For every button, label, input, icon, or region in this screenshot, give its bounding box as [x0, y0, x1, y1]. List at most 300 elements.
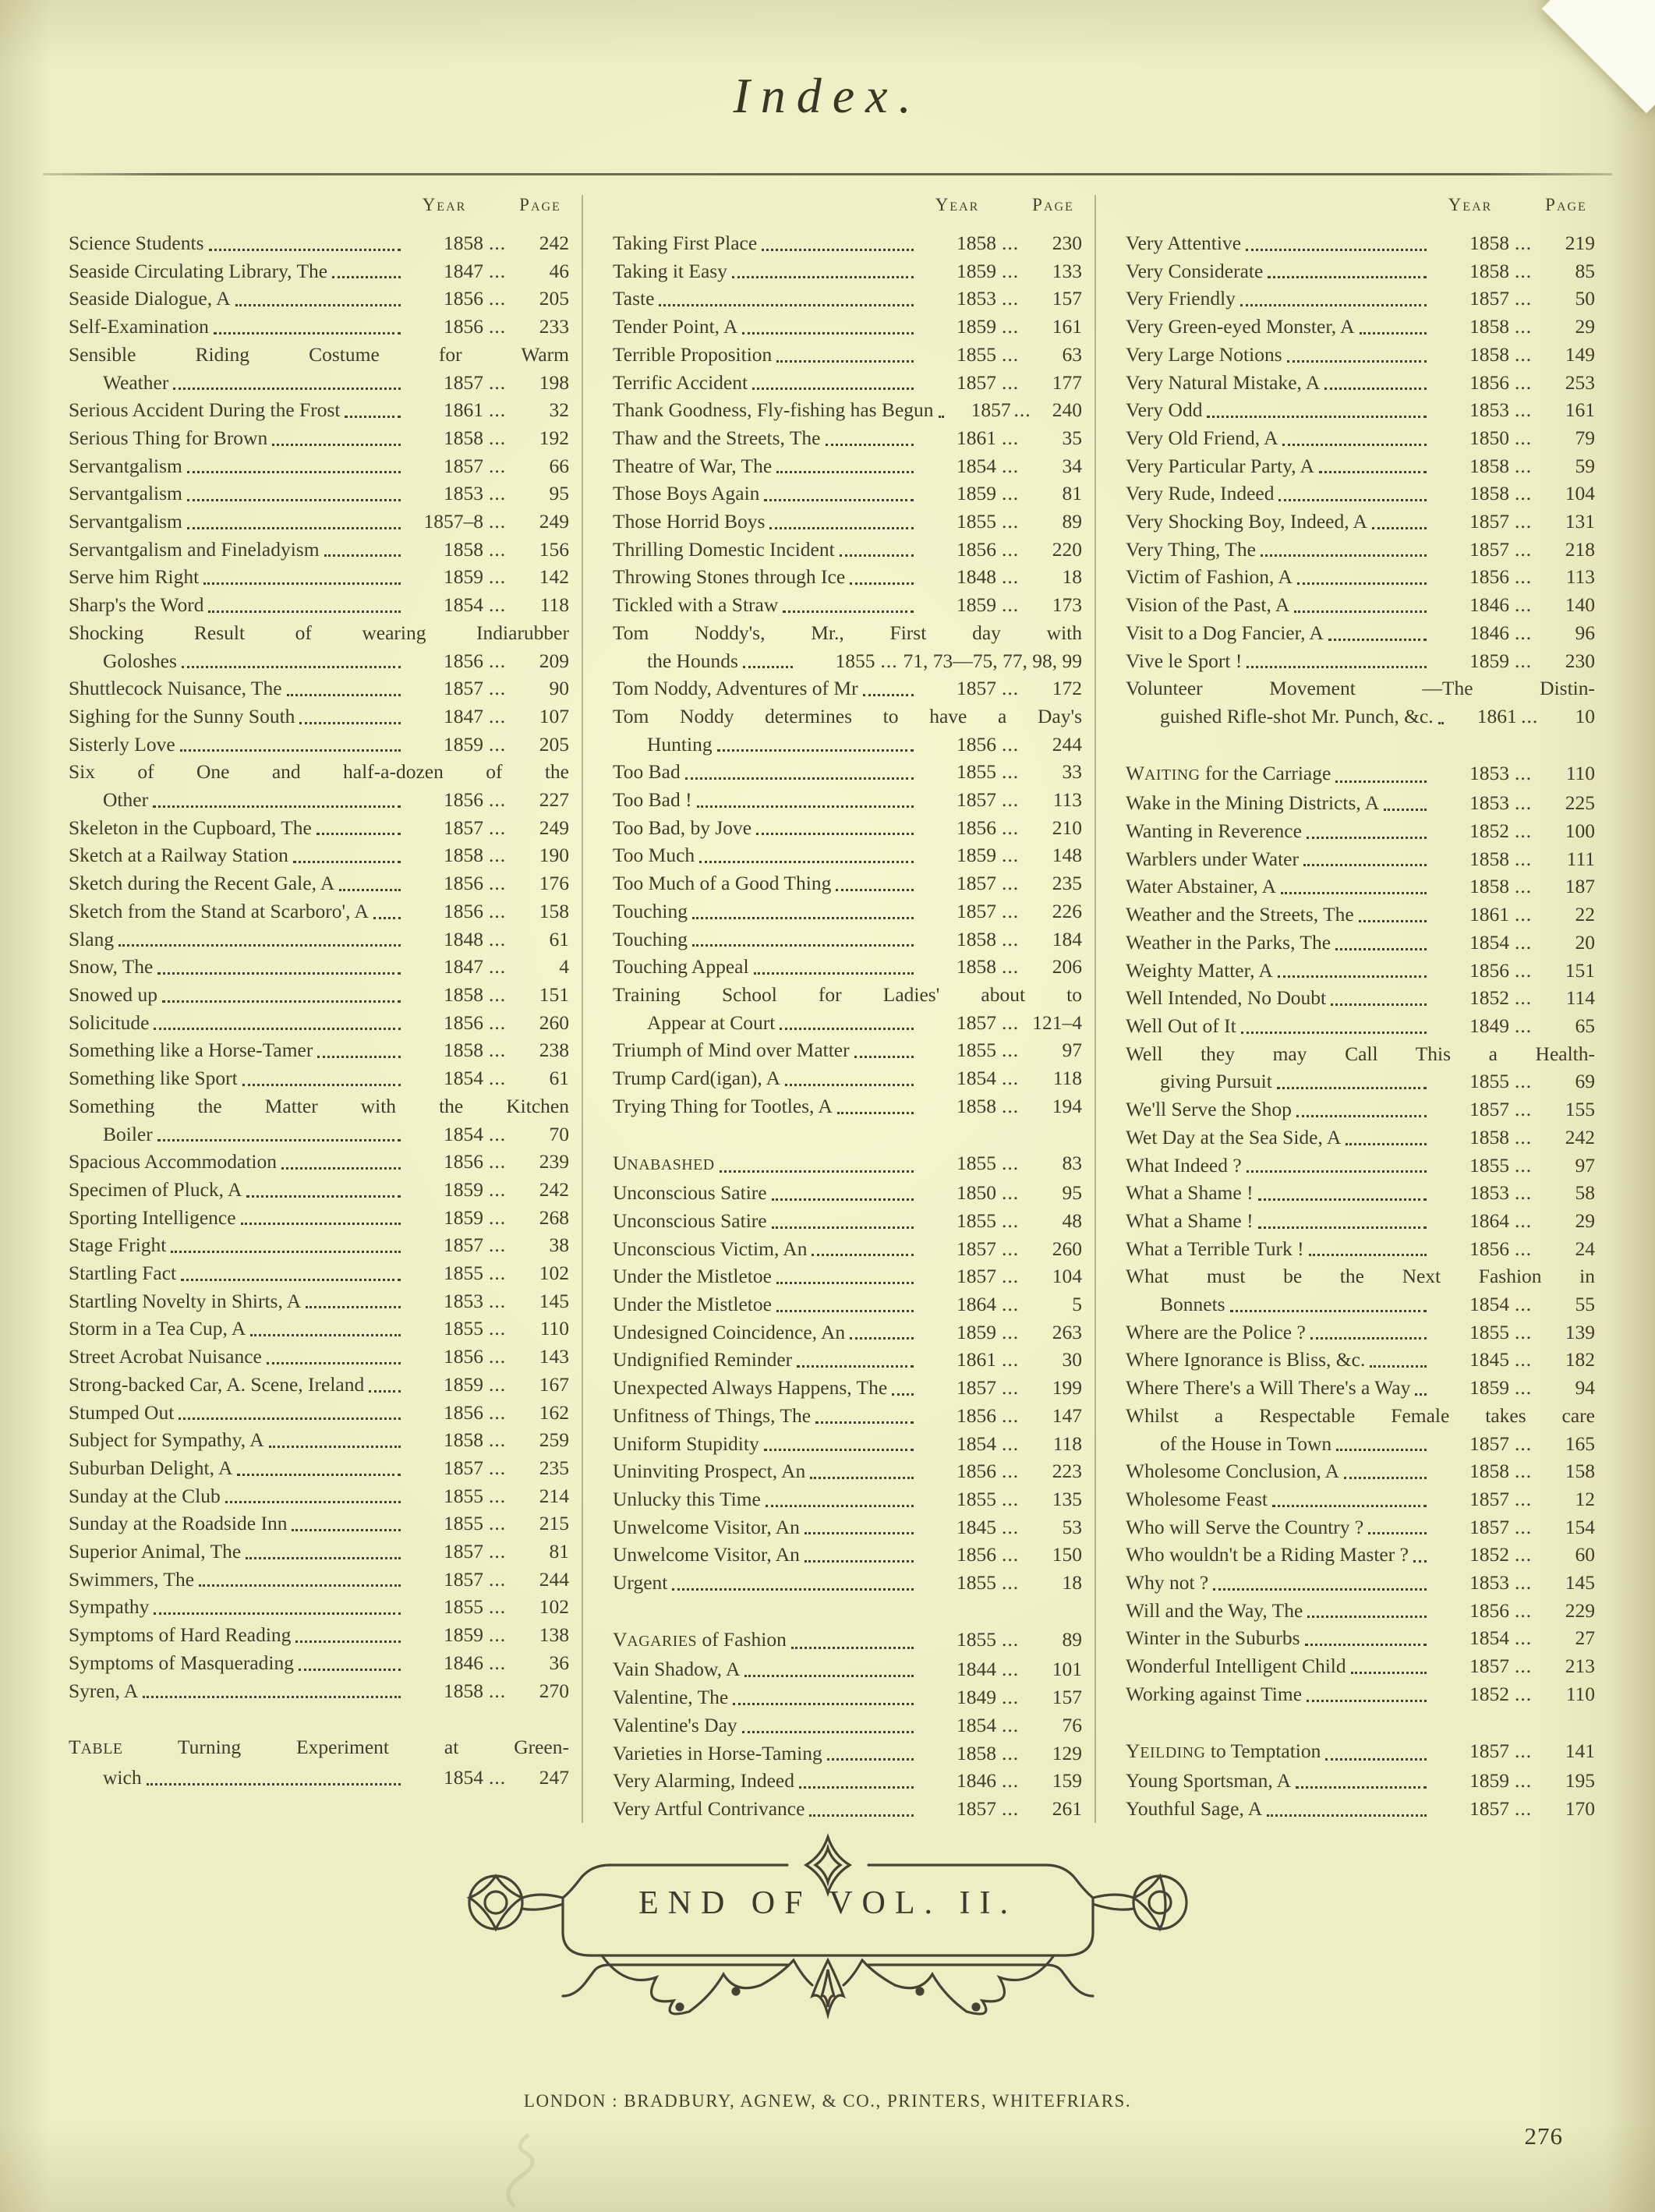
entry-page: 230: [1052, 232, 1082, 254]
index-column-2: [582, 195, 1094, 1823]
entry-year: 1858: [1469, 875, 1509, 898]
year-page-separator: ...: [1514, 930, 1533, 954]
year-page-separator: ...: [1001, 1067, 1020, 1090]
entry-row: [69, 1566, 569, 1594]
entry-title: Visit to a Dog Fancier, A: [1126, 621, 1324, 644]
entry-year: 1847: [444, 955, 483, 979]
year-page-separator: ...: [1001, 1209, 1020, 1232]
entry-year: 1856: [444, 1010, 483, 1034]
entry-year: 1850: [957, 1181, 996, 1205]
entry-page: 206: [1052, 955, 1082, 979]
entry-page: 58: [1575, 1181, 1595, 1205]
entry-page: 135: [1052, 1487, 1082, 1510]
dot-leader: [1296, 1115, 1427, 1117]
entry-page: 149: [1565, 342, 1595, 366]
dot-leader: [299, 1669, 401, 1671]
index-entry: [69, 285, 569, 313]
entry-title: Vain Shadow, A: [613, 1658, 741, 1681]
index-entry: [69, 1315, 569, 1343]
index-entry: [1126, 1095, 1595, 1124]
entry-row: [613, 1402, 1082, 1430]
index-entry: [1126, 1040, 1595, 1095]
entry-page: 187: [1565, 875, 1595, 898]
year-page-separator: ...: [1514, 761, 1533, 784]
entry-page: 147: [1052, 1403, 1082, 1427]
dot-leader: [118, 944, 401, 947]
entry-row: [613, 814, 1082, 842]
dot-leader: [1258, 1198, 1427, 1201]
entry-title: Spacious Accommodation: [69, 1150, 278, 1173]
entry-title: What Indeed ?: [1126, 1153, 1242, 1177]
entry-row: [1126, 424, 1595, 452]
index-entry: [613, 1149, 1082, 1180]
index-entry: [69, 1231, 569, 1259]
entry-title: Very Old Friend, A: [1126, 426, 1278, 449]
entry-title-line: [613, 981, 1082, 1009]
year-page-separator: ...: [1514, 1432, 1533, 1455]
dot-leader: [1372, 527, 1427, 529]
index-entry: [69, 1509, 569, 1538]
entry-page: 97: [1575, 1153, 1595, 1177]
entry-year: 1857: [957, 1010, 996, 1034]
entry-page: 33: [1062, 760, 1082, 784]
index-entry: [613, 786, 1082, 814]
year-page-separator: ...: [1514, 259, 1533, 282]
index-entry: [1126, 759, 1595, 790]
entry-year: 1856: [444, 649, 483, 672]
index-entry: [1126, 1457, 1595, 1485]
entry-page: 111: [1566, 847, 1595, 870]
entry-title: Winter in the Suburbs: [1126, 1626, 1300, 1650]
entry-year: 1854: [1469, 930, 1509, 954]
year-page-separator: ...: [1514, 1014, 1533, 1037]
entry-title-line: [613, 619, 1082, 647]
entry-title: Sporting Intelligence: [69, 1205, 236, 1229]
year-page-separator: ...: [1001, 1460, 1020, 1483]
index-entry: [1126, 1541, 1595, 1569]
entry-title: Street Acrobat Nuisance: [69, 1345, 262, 1368]
year-page-separator: ...: [488, 1039, 507, 1062]
entry-title: Well Intended, No Doubt: [1126, 986, 1327, 1010]
end-of-volume-text: END OF VOL. II.: [638, 1885, 1017, 1921]
entry-title: What a Shame !: [1126, 1181, 1254, 1205]
entry-row: [1126, 396, 1595, 424]
entry-title: Unfitness of Things, The: [613, 1403, 812, 1427]
entry-year: 1857: [444, 370, 483, 394]
index-entry: [613, 1541, 1082, 1569]
dot-leader: [776, 1282, 914, 1284]
entry-page: 102: [539, 1262, 569, 1285]
column-header: [1126, 195, 1595, 229]
entry-row: [1126, 1597, 1595, 1625]
index-column-3: [1094, 195, 1607, 1823]
entry-page: 71, 73—75, 77, 98, 99: [903, 649, 1082, 672]
entry-year: 1857: [957, 1265, 996, 1288]
year-page-separator: ...: [1514, 903, 1533, 926]
dot-leader: [154, 1612, 401, 1615]
entry-row: [613, 1767, 1082, 1795]
entry-year: 1854: [1469, 1626, 1509, 1650]
index-entry: [613, 285, 1082, 313]
entry-row: [613, 1740, 1082, 1768]
entry-row: [613, 536, 1082, 564]
index-entry: [1126, 1513, 1595, 1541]
dot-leader: [685, 777, 914, 780]
dot-leader: [1277, 1087, 1427, 1089]
entry-row: [613, 1036, 1082, 1064]
entry-page: 133: [1052, 259, 1082, 282]
dot-leader: [1281, 892, 1427, 894]
index-entry: [1126, 647, 1595, 675]
entry-row: [69, 1649, 569, 1677]
entry-title-line: [69, 1733, 569, 1764]
index-entry: [69, 1649, 569, 1677]
entry-row: [613, 1346, 1082, 1374]
entry-row: [69, 563, 569, 591]
entry-year: 1858: [444, 982, 483, 1006]
year-page-separator: ...: [488, 426, 507, 449]
dot-leader: [754, 972, 914, 975]
entry-row: [69, 396, 569, 424]
entry-row: [613, 1262, 1082, 1290]
entry-title: Serious Thing for Brown: [69, 426, 268, 449]
dot-leader: [1359, 920, 1427, 922]
entry-title: Too Bad: [613, 760, 681, 784]
index-entry: [69, 758, 569, 813]
entry-page: 34: [1062, 454, 1082, 477]
entry-page: 29: [1575, 1209, 1595, 1232]
dot-leader: [732, 276, 914, 278]
index-entry: [69, 480, 569, 508]
index-entry: [613, 897, 1082, 926]
entry-year: 1859: [444, 1372, 483, 1396]
dot-leader: [850, 582, 914, 585]
year-page-separator: ...: [1514, 1769, 1533, 1793]
entry-page: 114: [1565, 986, 1595, 1010]
index-entry: [1126, 424, 1595, 452]
entry-title: Snow, The: [69, 955, 154, 979]
entry-page: 198: [539, 370, 569, 394]
dot-leader: [805, 1560, 914, 1563]
year-page-separator: ...: [1514, 1796, 1533, 1820]
year-page-separator: ...: [488, 788, 507, 812]
dot-leader: [1267, 1814, 1427, 1817]
entry-title: Undignified Reminder: [613, 1348, 793, 1371]
year-page-separator: ...: [1001, 1039, 1020, 1062]
entry-page: 235: [1052, 872, 1082, 895]
dot-leader: [1296, 1786, 1427, 1789]
entry-page: 48: [1062, 1209, 1082, 1232]
entry-row: [613, 647, 1082, 675]
year-page-separator: ...: [488, 1233, 507, 1257]
entry-title: Science Students: [69, 232, 204, 254]
entry-row: [1126, 1457, 1595, 1485]
year-page-separator: ...: [488, 1262, 507, 1285]
year-page-separator: ...: [488, 1372, 507, 1396]
entry-title: Weighty Matter, A: [1126, 958, 1273, 982]
index-entry: [613, 1457, 1082, 1485]
entry-row: [1126, 1569, 1595, 1597]
entry-year: 1857: [1469, 1098, 1509, 1121]
entry-title-line: [1126, 1402, 1595, 1430]
year-page-separator: ...: [1001, 593, 1020, 617]
dot-leader: [826, 444, 914, 446]
dot-leader: [209, 249, 401, 251]
entry-page: 158: [539, 899, 569, 922]
year-page-separator: ...: [1001, 1320, 1020, 1343]
dot-leader: [242, 1084, 401, 1086]
entry-title-continuation: the Hounds: [647, 649, 738, 672]
entry-title-continuation: Weather: [103, 370, 169, 394]
entry-row: [1126, 536, 1595, 564]
entry-page: 50: [1575, 287, 1595, 310]
dot-leader: [306, 1306, 401, 1308]
dot-leader: [799, 1786, 914, 1789]
entry-page: 155: [1565, 1098, 1595, 1121]
entry-title: Shocking Result of wearing Indiarubber: [69, 621, 569, 644]
dot-leader: [324, 554, 401, 557]
entry-page: 63: [1062, 342, 1082, 366]
index-entry: [1126, 396, 1595, 424]
entry-year: 1857–8: [423, 510, 483, 533]
entry-title: Who will Serve the Country ?: [1126, 1515, 1364, 1538]
entry-row: [613, 1092, 1082, 1120]
entry-row: [613, 257, 1082, 285]
year-page-separator: ...: [1001, 1181, 1020, 1205]
year-page-separator: ...: [488, 482, 507, 505]
entry-title: YEILDING to Temptation: [1126, 1739, 1321, 1762]
dot-leader: [1415, 1393, 1427, 1396]
dot-leader: [764, 499, 914, 501]
year-page-separator: ...: [1001, 315, 1020, 338]
entry-year: 1857: [957, 899, 996, 922]
entry-row: [1126, 1767, 1595, 1795]
index-entry: [613, 229, 1082, 257]
year-page-separator: ...: [488, 1010, 507, 1034]
entry-page: 220: [1052, 537, 1082, 561]
entry-year: 1864: [1469, 1209, 1509, 1232]
entry-page: 159: [1052, 1769, 1082, 1793]
year-page-separator: ...: [1514, 1237, 1533, 1260]
entry-title: Victim of Fashion, A: [1126, 565, 1293, 589]
dot-leader: [281, 1167, 401, 1170]
dot-leader: [1246, 249, 1427, 251]
index-entry: [69, 424, 569, 452]
index-entry: [69, 229, 569, 257]
year-page-separator: ...: [488, 1177, 507, 1201]
entry-row: [613, 563, 1082, 591]
entry-title: Strong-backed Car, A. Scene, Ireland: [69, 1372, 365, 1396]
index-entry: [613, 1485, 1082, 1513]
entry-page: 113: [1052, 788, 1082, 812]
entry-row: [1126, 1485, 1595, 1513]
year-page-separator: ...: [488, 259, 507, 282]
entry-row: [613, 731, 1082, 759]
index-entry: [69, 1538, 569, 1566]
entry-row: [613, 841, 1082, 869]
entry-year: 1855: [957, 510, 996, 533]
entry-year: 1858: [1469, 454, 1509, 477]
entry-page: 161: [1052, 315, 1082, 338]
year-page-separator: ...: [1514, 1571, 1533, 1594]
entry-page: 233: [539, 315, 569, 338]
entry-page: 249: [539, 510, 569, 533]
entry-year: 1853: [1469, 398, 1509, 422]
entry-year: 1858: [1469, 259, 1509, 282]
dot-leader: [1310, 1337, 1427, 1340]
dot-leader: [1368, 1532, 1427, 1534]
entry-year: 1857: [971, 398, 1011, 422]
entry-page: 230: [1565, 649, 1595, 672]
year-page-separator: ...: [488, 398, 507, 422]
year-page-separator: ...: [1514, 232, 1533, 254]
index-entry: [613, 480, 1082, 508]
entry-page: 244: [539, 1567, 569, 1591]
dot-leader: [1319, 471, 1427, 473]
index-entry: [69, 1566, 569, 1594]
entry-title: Self-Examination: [69, 315, 209, 338]
dot-leader: [292, 1529, 401, 1531]
dot-leader: [1307, 1700, 1427, 1702]
entry-title: Very Natural Mistake, A: [1126, 370, 1321, 394]
entry-row: [69, 1231, 569, 1259]
entry-page: 157: [1052, 287, 1082, 310]
entry-year: 1856: [1469, 958, 1509, 982]
entry-year: 1855: [444, 1512, 483, 1535]
entry-page: 210: [1052, 816, 1082, 839]
year-page-separator: ...: [1514, 1181, 1533, 1205]
year-page-separator: ...: [1514, 1070, 1533, 1093]
index-entry: [613, 257, 1082, 285]
entry-page: 104: [1565, 482, 1595, 505]
index-entry: [613, 1569, 1082, 1597]
entry-row: [69, 536, 569, 564]
index-entry: [613, 1036, 1082, 1064]
entry-row: [613, 1318, 1082, 1347]
index-entry: [613, 981, 1082, 1036]
entry-year: 1854: [957, 1067, 996, 1090]
entry-title: Vision of the Past, A: [1126, 593, 1290, 617]
entry-year: 1847: [444, 259, 483, 282]
dot-leader: [766, 1505, 914, 1507]
entry-title: Very Large Notions: [1126, 342, 1282, 366]
entry-page: 247: [539, 1765, 569, 1789]
entry-title-line: [69, 1092, 569, 1120]
entry-row: [69, 480, 569, 508]
entry-page: 145: [1565, 1571, 1595, 1594]
entry-title-line: [69, 619, 569, 647]
entry-title: Symptoms of Hard Reading: [69, 1623, 292, 1647]
index-entry: [613, 591, 1082, 619]
year-page-separator: ...: [1001, 1543, 1020, 1566]
entry-page: 173: [1052, 593, 1082, 617]
dot-leader: [157, 972, 401, 975]
entry-title-continuation: giving Pursuit: [1160, 1070, 1272, 1093]
entry-row: [1126, 480, 1595, 508]
entry-title: Weather and the Streets, The: [1126, 903, 1354, 926]
year-page-separator: ...: [1001, 1432, 1020, 1455]
entry-title: Very Considerate: [1126, 259, 1264, 282]
year-page-separator: ...: [1001, 844, 1020, 867]
entry-year: 1857: [444, 816, 483, 839]
index-entry: [613, 396, 1082, 424]
entry-title: Trump Card(igan), A: [613, 1067, 781, 1090]
dot-leader: [1287, 360, 1427, 363]
entry-title: Wholesome Conclusion, A: [1126, 1460, 1340, 1483]
index-entry: [69, 981, 569, 1009]
entry-year: 1857: [1469, 287, 1509, 310]
entry-title-continuation: Bonnets: [1160, 1293, 1225, 1316]
entry-title: Very Artful Contrivance: [613, 1796, 805, 1820]
index-entry: [69, 563, 569, 591]
entry-title: Servantgalism: [69, 510, 182, 533]
index-entry: [613, 1767, 1082, 1795]
dot-leader: [153, 805, 401, 808]
dot-leader: [1307, 837, 1427, 839]
entry-page: 118: [539, 593, 569, 617]
index-entry: [69, 1092, 569, 1148]
dot-leader: [1331, 1003, 1427, 1006]
dot-leader: [791, 1647, 914, 1649]
entry-page: 18: [1062, 1571, 1082, 1594]
year-page-separator: ...: [488, 510, 507, 533]
year-page-separator: ...: [488, 1400, 507, 1424]
entry-row: [69, 953, 569, 981]
entry-page: 244: [1052, 732, 1082, 756]
entry-row: [613, 953, 1082, 981]
entry-page: 268: [539, 1205, 569, 1229]
year-page-separator: ...: [1001, 788, 1020, 812]
dot-leader: [692, 917, 914, 919]
entry-row: [613, 1009, 1082, 1037]
year-page-separator: ...: [488, 1540, 507, 1563]
year-page-separator: ...: [488, 982, 507, 1006]
dot-leader: [815, 1421, 914, 1424]
entry-title: Wanting in Reverence: [1126, 819, 1302, 843]
entry-page: 81: [1062, 482, 1082, 505]
year-page-separator: ...: [1514, 1320, 1533, 1343]
entry-row: [613, 1626, 1082, 1656]
year-page-separator: ...: [488, 1623, 507, 1647]
entry-row: [613, 480, 1082, 508]
entry-row: [1126, 369, 1595, 397]
entry-title: Stumped Out: [69, 1400, 175, 1424]
entry-year: 1855: [957, 1209, 996, 1232]
entry-year: 1856: [444, 1345, 483, 1368]
index-entry: [69, 1482, 569, 1510]
pencil-smudge: [468, 2121, 577, 2212]
entry-title: Varieties in Horse-Taming: [613, 1741, 822, 1764]
index-entry: [1126, 1680, 1595, 1708]
dot-leader: [764, 1449, 914, 1451]
dot-leader: [1370, 1365, 1427, 1368]
entry-year: 1858: [1469, 1460, 1509, 1483]
entry-page: 129: [1052, 1741, 1082, 1764]
entry-year: 1856: [444, 315, 483, 338]
entry-row: [69, 1482, 569, 1510]
entry-title: Training School for Ladies' about to: [613, 982, 1082, 1006]
entry-page: 131: [1565, 510, 1595, 533]
entry-row: [613, 424, 1082, 452]
entry-page: 143: [539, 1345, 569, 1368]
year-page-separator: ...: [488, 872, 507, 895]
entry-row: [613, 1235, 1082, 1263]
dot-leader: [287, 694, 401, 696]
entry-title: Wholesome Feast: [1126, 1487, 1268, 1510]
dot-leader: [1268, 276, 1427, 278]
year-page-separator: ...: [1514, 1487, 1533, 1510]
entry-page: 172: [1052, 677, 1082, 700]
